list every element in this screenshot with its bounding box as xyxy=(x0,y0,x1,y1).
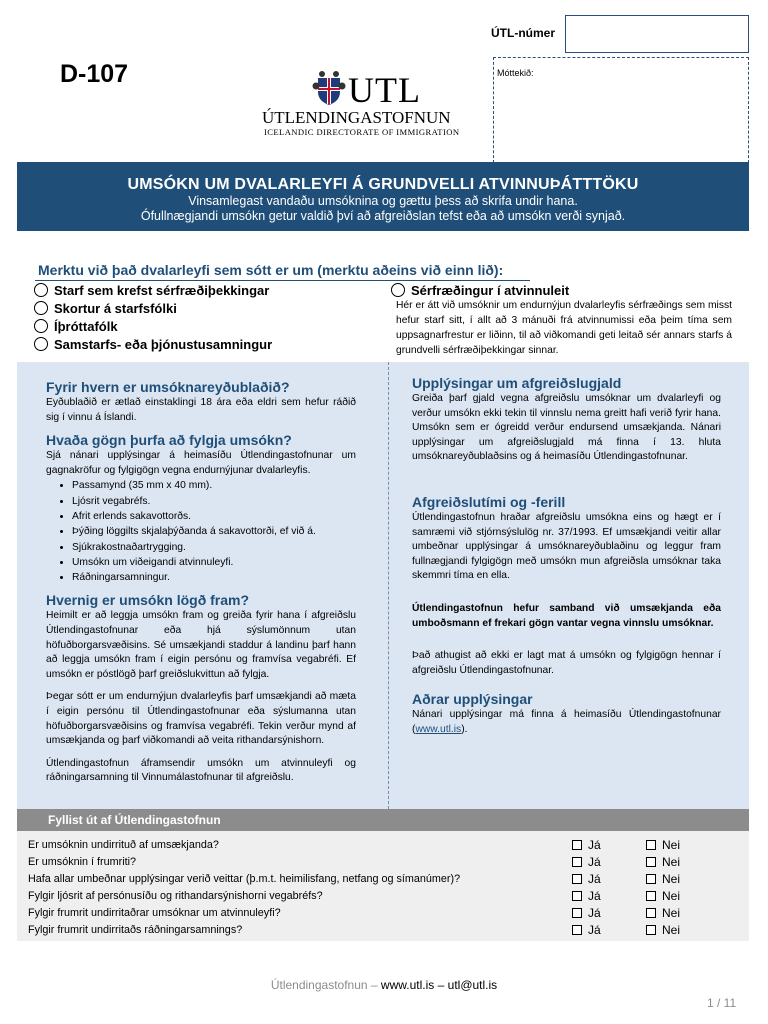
office-question: Hafa allar umbeðnar upplýsingar verið veittar (þ.m.t. heimilisfang, netfang og símanúmer)? xyxy=(28,873,461,885)
yes-label: Já xyxy=(588,872,601,886)
processing-heading: Afgreiðslutími og -ferill xyxy=(412,493,566,510)
other-info-text xyxy=(412,708,721,737)
assessment-note: Það athugist að ekki er lagt mat á umsókn og fylgigögn hennar í afgreiðslu Útlendingastofnunar. xyxy=(412,650,721,676)
no-label: Nei xyxy=(662,889,681,903)
yes-label: Já xyxy=(588,923,601,937)
checkbox-icon[interactable] xyxy=(646,891,656,901)
paren-open: ( xyxy=(412,723,416,735)
office-question: Fylgir frumrit undirritaðrar umsóknar um atvinnuleyfi? xyxy=(28,907,281,919)
checkbox-icon[interactable] xyxy=(646,925,656,935)
footer xyxy=(0,978,768,992)
option-label: Íþróttafólk xyxy=(54,318,118,334)
submission-heading: Hvernig er umsókn lögð fram? xyxy=(46,592,250,609)
footer-org: Útlendingastofnun – xyxy=(270,978,378,992)
office-question: Fylgir ljósrit af persónusíðu og rithandarsýnishorni vegabréfs? xyxy=(28,890,323,902)
utl-website-link[interactable]: www.utl.is xyxy=(415,723,462,735)
submission-text: Heimilt er að leggja umsókn fram og greiða fyrir hana í afgreiðslu Útlendingastofnunar eða hjá sýslumönnum utan höfuðborgarsvæðisins. Sé umsækjandi staddur á landinu þarf hann að leggja umsókn fram í eigin persónu og framvísa vegabréfi. Ef umsókn er póstlögð þarf greiðslukvittun að fylgja. xyxy=(46,610,356,680)
documents-heading: Hvaða gögn þurfa að fylgja umsókn? xyxy=(46,432,292,449)
checkbox-icon[interactable] xyxy=(572,925,582,935)
who-text: Eyðublaðið er ætlað einstaklingi 18 ára eða eldri sem hefur ráðið sig í vinnu á Íslandi. xyxy=(46,397,356,423)
paren-close: ). xyxy=(461,723,468,735)
checkbox-icon[interactable] xyxy=(572,840,582,850)
list-item: • Umsókn um viðeigandi atvinnuleyfi. xyxy=(72,555,356,570)
footer-website[interactable]: www.utl.is xyxy=(380,978,435,992)
office-question: Fylgir frumrit undirritaðs ráðningarsamnings? xyxy=(28,924,243,936)
option-label: Starf sem krefst sérfræðiþekkingar xyxy=(54,282,270,298)
permit-option-staff-shortage[interactable] xyxy=(34,299,177,317)
no-checkbox[interactable] xyxy=(646,871,680,888)
utl-number-field[interactable] xyxy=(565,15,749,53)
option-label: Sérfræðingur í atvinnuleit xyxy=(411,282,570,298)
no-label: Nei xyxy=(662,872,681,886)
no-checkbox[interactable] xyxy=(646,888,680,905)
other-info-heading: Aðrar upplýsingar xyxy=(412,691,533,708)
page-number: 1 / 11 xyxy=(707,996,737,1010)
radio-icon[interactable] xyxy=(391,283,405,297)
yes-label: Já xyxy=(588,906,601,920)
logo-name: ÚTLENDINGASTOFNUN xyxy=(262,108,451,127)
list-item: • Passamynd (35 mm x 40 mm). xyxy=(72,478,356,493)
forwarding-text: Útlendingastofnun áframsendir umsókn um atvinnuleyfi og ráðningarsamning til Vinnumálastofnunar til afgreiðslu. xyxy=(46,757,356,784)
coat-of-arms-icon xyxy=(312,70,346,106)
utl-logo xyxy=(262,66,482,138)
banner-instruction: Vinsamlegast vandaðu umsóknina og gættu þess að skrifa undir hana. xyxy=(188,194,578,208)
yes-label: Já xyxy=(588,889,601,903)
radio-icon[interactable] xyxy=(34,283,48,297)
fee-heading: Upplýsingar um afgreiðslugjald xyxy=(412,375,622,391)
list-item: • Afrit erlends sakavottorðs. xyxy=(72,509,356,524)
processing-text: Útlendingastofnun hraðar afgreiðslu umsókna eins og hægt er í samræmi við stjórnsýslulög nr. 37/1993. Ef umsækjandi veitir allar umbeðnar upplýsingar á umsóknareyðublaðinu og leggur fram fullnægjandi fylgigögn með umsókn mun afgreiðsla umsóknar taka skemmri tíma en ella. xyxy=(412,511,721,582)
right-info-column xyxy=(412,374,721,738)
who-heading: Fyrir hvern er umsóknareyðublaðið? xyxy=(46,379,290,395)
no-label: Nei xyxy=(662,838,681,852)
yes-checkbox[interactable] xyxy=(572,871,601,888)
no-label: Nei xyxy=(662,906,681,920)
banner-warning: Ófullnægjandi umsókn getur valdið því að afgreiðslan tefst eða að umsókn verði synjað. xyxy=(140,209,626,223)
list-item: • Ljósrit vegabréfs. xyxy=(72,494,356,509)
yes-checkbox[interactable] xyxy=(572,922,601,939)
documents-text: Sjá nánari upplýsingar á heimasíðu Útlendingastofnunar um gagnakröfur og fylgigögn vegna endurnýjunar dvalarleyfis. xyxy=(46,450,356,476)
no-checkbox[interactable] xyxy=(646,854,680,871)
title-banner xyxy=(17,162,749,231)
left-info-column xyxy=(46,378,356,786)
permit-option-specialist[interactable] xyxy=(34,281,269,299)
checkbox-icon[interactable] xyxy=(646,840,656,850)
office-use-heading: Fyllist út af Útlendingastofnun xyxy=(48,813,221,827)
list-item: • Ráðningarsamningur. xyxy=(72,570,356,585)
logo-subtitle: ICELANDIC DIRECTORATE OF IMMIGRATION xyxy=(264,127,460,137)
checkbox-icon[interactable] xyxy=(572,908,582,918)
renewal-text: Þegar sótt er um endurnýjun dvalarleyfis þarf umsækjandi að mæta í eigin persónu til Útlendingastofnunar eða sýslumanna utan höfuðborgarsvæðisins og framvísa vegabréfi. Tekin verður mynd af umsækjanda og þarf viðkomandi að veita rithandarsýnishorn. xyxy=(46,691,356,747)
permit-option-athletes[interactable] xyxy=(34,317,118,335)
radio-icon[interactable] xyxy=(34,337,48,351)
no-checkbox[interactable] xyxy=(646,837,680,854)
footer-email[interactable]: utl@utl.is xyxy=(447,978,498,992)
option-label: Samstarfs- eða þjónustusamningur xyxy=(54,336,273,352)
yes-checkbox[interactable] xyxy=(572,888,601,905)
no-label: Nei xyxy=(662,855,681,869)
checkbox-icon[interactable] xyxy=(572,857,582,867)
radio-icon[interactable] xyxy=(34,319,48,333)
yes-checkbox[interactable] xyxy=(572,854,601,871)
no-label: Nei xyxy=(662,923,681,937)
form-code: D-107 xyxy=(60,60,129,88)
documents-list xyxy=(46,478,356,585)
footer-separator: – xyxy=(437,978,445,992)
yes-label: Já xyxy=(588,838,601,852)
option-label: Skortur á starfsfólki xyxy=(54,300,177,316)
page-title: UMSÓKN UM DVALARLEYFI Á GRUNDVELLI ATVINNUÞÁTTTÖKU xyxy=(127,176,639,193)
office-use-header xyxy=(17,809,749,831)
utl-number-label: ÚTL-númer xyxy=(491,26,555,40)
no-checkbox[interactable] xyxy=(646,905,680,922)
yes-checkbox[interactable] xyxy=(572,905,601,922)
permit-option-specialist-job-seeking[interactable] xyxy=(391,281,569,299)
checkbox-icon[interactable] xyxy=(572,874,582,884)
list-item: • Þýðing löggilts skjalaþýðanda á sakavottorði, ef við á. xyxy=(72,524,356,539)
radio-icon[interactable] xyxy=(34,301,48,315)
yes-label: Já xyxy=(588,855,601,869)
job-seeking-description: Hér er átt við umsóknir um endurnýjun dvalarleyfis sérfræðings sem misst hefur starf sitt, í allt að 3 mánuði frá atvinnumissi eða þeim tíma sem uppsagnarfrestur er liðinn, til að viðkomandi geti leitað sér annars starfs á grundvelli sérfræðiþekkingar sinnar. xyxy=(396,300,732,356)
permit-selection-prompt: Merktu við það dvalarleyfi sem sótt er um (merktu aðeins við einn lið): xyxy=(38,262,504,278)
contact-notice: Útlendingastofnun hefur samband við umsækjanda eða umboðsmann ef frekari gögn vantar vegna vinnslu umsóknar. xyxy=(412,602,721,629)
checkbox-icon[interactable] xyxy=(646,908,656,918)
fee-text: Greiða þarf gjald vegna afgreiðslu umsóknar um dvalarleyfi og verður umsókn ekki tekin til vinnslu nema greitt hafi verið fyrir hana. Umsókn sem er ógreidd verður endursend umsækjanda. Nánari upplýsingar um afgreiðslugjald má finna í 13. hluta umsóknareyðublaðsins og á heimasíðu Útlendingastofnunar. xyxy=(412,393,721,463)
office-question: Er umsóknin í frumriti? xyxy=(28,856,136,868)
received-label: Móttekið: xyxy=(497,68,534,78)
checkbox-icon[interactable] xyxy=(572,891,582,901)
column-divider xyxy=(388,362,389,809)
permit-option-service-contract[interactable] xyxy=(34,335,272,353)
no-checkbox[interactable] xyxy=(646,922,680,939)
checkbox-icon[interactable] xyxy=(646,857,656,867)
list-item: • Sjúkrakostnaðartrygging. xyxy=(72,540,356,555)
other-info-label: Nánari upplýsingar má finna á heimasíðu Útlendingastofnunar xyxy=(412,709,721,721)
checkbox-icon[interactable] xyxy=(646,874,656,884)
yes-checkbox[interactable] xyxy=(572,837,601,854)
office-question: Er umsóknin undirrituð af umsækjanda? xyxy=(28,839,219,851)
logo-acronym: UTL xyxy=(348,70,421,110)
